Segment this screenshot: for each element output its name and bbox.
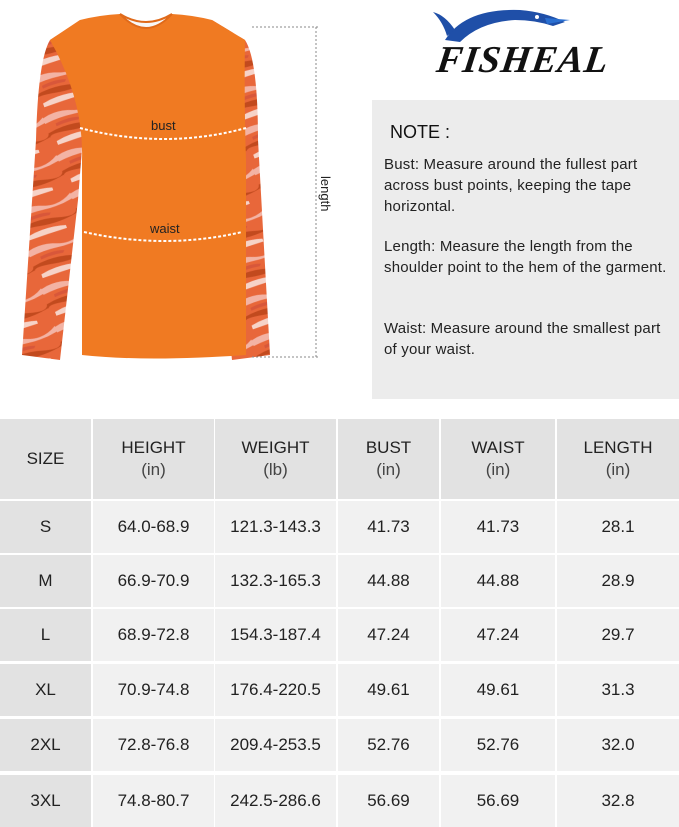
header-bust [338,419,439,499]
cell-waist: 52.76 [441,719,555,771]
cell-waist: 47.24 [441,609,555,661]
header-label: LENGTH [583,438,653,457]
cell-height: 72.8-76.8 [93,719,214,771]
cell-weight: 132.3-165.3 [215,555,336,607]
cell-weight: 242.5-286.6 [215,775,336,827]
cell-size: S [0,501,91,553]
cell-length: 28.9 [557,555,679,607]
length-label: length [318,176,333,212]
cell-height: 66.9-70.9 [93,555,214,607]
header-length [557,419,679,499]
cell-height: 64.0-68.9 [93,501,214,553]
cell-length: 31.3 [557,664,679,716]
header-weight [215,419,336,499]
cell-waist: 56.69 [441,775,555,827]
header-unit: (in) [605,460,631,479]
cell-length: 32.0 [557,719,679,771]
header-label: BUST [365,438,412,457]
cell-bust: 52.76 [338,719,439,771]
note-length: Length: Measure the length from the shoulder point to the hem of the garment. [384,238,667,276]
header-label: HEIGHT [121,438,186,457]
cell-size: 3XL [0,775,91,827]
header-unit: (in) [141,460,166,479]
cell-weight: 154.3-187.4 [215,609,336,661]
cell-size: XL [0,664,91,716]
cell-bust: 41.73 [338,501,439,553]
header-label: WEIGHT [241,438,310,457]
cell-waist: 44.88 [441,555,555,607]
cell-bust: 44.88 [338,555,439,607]
cell-weight: 121.3-143.3 [215,501,336,553]
header-unit: (in) [485,460,511,479]
cell-weight: 209.4-253.5 [215,719,336,771]
header-size [0,419,91,499]
bust-label: bust [151,118,176,133]
header-height [93,419,214,499]
note-title: NOTE : [390,122,451,142]
cell-length: 28.1 [557,501,679,553]
cell-length: 32.8 [557,775,679,827]
cell-height: 68.9-72.8 [93,609,214,661]
cell-size: L [0,609,91,661]
cell-bust: 49.61 [338,664,439,716]
cell-bust: 56.69 [338,775,439,827]
cell-weight: 176.4-220.5 [215,664,336,716]
cell-waist: 49.61 [441,664,555,716]
cell-height: 74.8-80.7 [93,775,214,827]
header-label: WAIST [471,438,525,457]
cell-size: M [0,555,91,607]
shirt-drawing [0,0,370,400]
cell-size: 2XL [0,719,91,771]
note-box [372,100,679,399]
size-chart-table [0,419,679,827]
header-waist [441,419,555,499]
shirt-body [50,14,246,359]
header-unit: (in) [376,460,401,479]
note-waist: Waist: Measure around the smallest part of your waist. [384,320,661,358]
header-label: SIZE [26,449,65,468]
header-unit: (lb) [263,460,288,479]
note-bust: Bust: Measure around the fullest part across bust points, keeping the tape horizontal. [384,156,638,215]
cell-height: 70.9-74.8 [93,664,214,716]
cell-length: 29.7 [557,609,679,661]
cell-bust: 47.24 [338,609,439,661]
waist-label: waist [150,221,180,236]
cell-waist: 41.73 [441,501,555,553]
shirt-illustration [0,0,370,400]
brand-name: FISHEAL [434,39,612,81]
